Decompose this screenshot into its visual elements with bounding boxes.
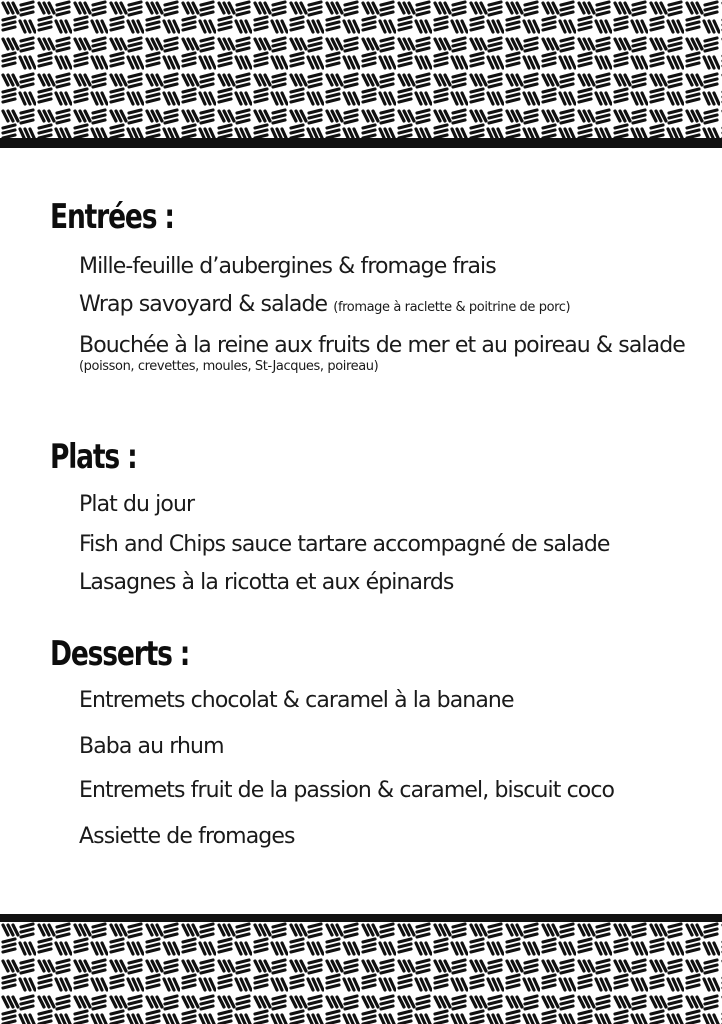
dash-pattern-graphic xyxy=(0,0,722,138)
dish-name: Assiette de fromages xyxy=(79,824,295,849)
dash-pattern-graphic xyxy=(0,922,722,1024)
dish-item xyxy=(79,690,514,712)
dish-name: Bouchée à la reine aux fruits de mer et au poireau & salade xyxy=(79,333,685,358)
dish-name: Entremets chocolat & caramel à la banane xyxy=(79,688,514,713)
bottom-pattern-band xyxy=(0,922,722,1024)
section-heading-desserts: Desserts : xyxy=(50,634,190,674)
top-pattern-band xyxy=(0,0,722,138)
dish-item xyxy=(79,294,570,316)
dish-note: (poisson, crevettes, moules, St-Jacques, poireau) xyxy=(79,359,379,374)
dish-item xyxy=(79,256,496,278)
section-heading-entrees: Entrées : xyxy=(50,197,174,237)
dish-item xyxy=(79,335,685,357)
top-divider-bar xyxy=(0,138,722,148)
dish-item xyxy=(79,494,194,516)
dish-note: (fromage à raclette & poitrine de porc) xyxy=(333,300,571,315)
dish-name: Mille-feuille d’aubergines & fromage frais xyxy=(79,254,496,279)
dish-name: Entremets fruit de la passion & caramel, biscuit coco xyxy=(79,778,615,803)
dish-item xyxy=(79,572,454,594)
section-heading-plats: Plats : xyxy=(50,437,137,477)
dish-name: Wrap savoyard & salade xyxy=(79,292,328,317)
dish-item xyxy=(79,826,295,848)
dish-name: Fish and Chips sauce tartare accompagné de salade xyxy=(79,532,610,557)
dish-item xyxy=(79,534,610,556)
dish-item xyxy=(79,780,614,802)
dish-item xyxy=(79,736,224,758)
bottom-divider-bar xyxy=(0,914,722,922)
dish-name: Baba au rhum xyxy=(79,734,224,759)
dish-name: Lasagnes à la ricotta et aux épinards xyxy=(79,570,454,595)
dish-name: Plat du jour xyxy=(79,492,195,517)
